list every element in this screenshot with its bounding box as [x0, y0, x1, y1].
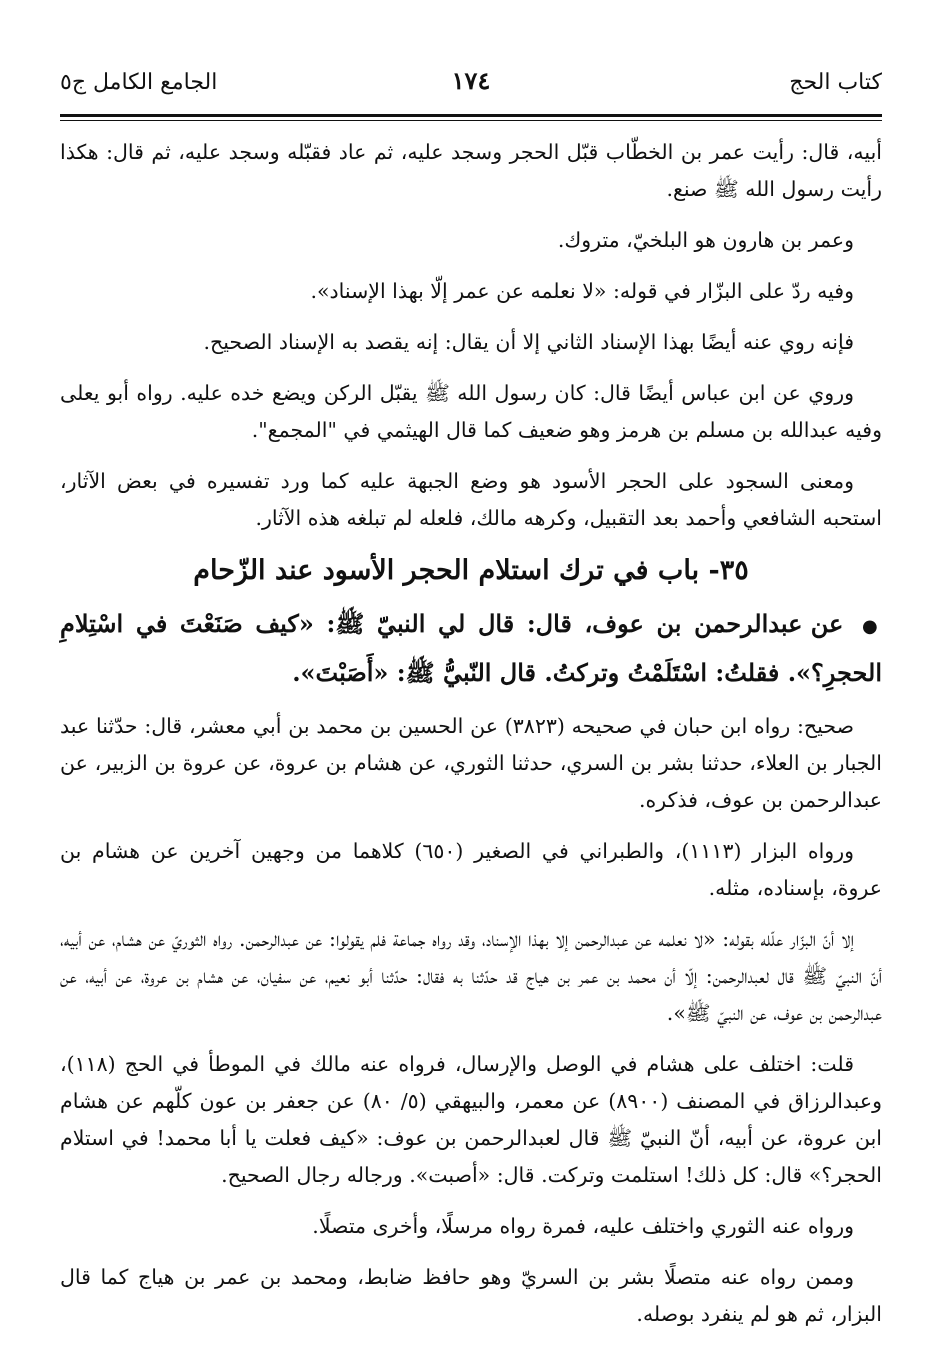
running-head [60, 66, 882, 106]
paragraph: صحيح: رواه ابن حبان في صحيحه (٣٨٢٣) عن الحسين بن محمد بن أبي معشر، قال: حدّثنا عبد الجبار بن العلاء، حدثنا بشر بن السري، حدثنا الثوري، عن هشام بن عروة، عن عروة بن الزبير، عن عبدالرحمن بن عوف، فذكره. [60, 714, 882, 812]
header-rule-thick [60, 114, 882, 117]
paragraph: قلت: اختلف على هشام في الوصل والإرسال، فرواه عنه مالك في الموطأ في الحج (١١٨)، وعبدالرزاق في المصنف (٨٩٠٠) عن معمر، والبيهقي (٥/ ٨٠) عن جعفر بن عون كلّهم عن هشام ابن عروة، عن أبيه، أنّ النبيّ ﷺ قال لعبدالرحمن بن عوف: «كيف فعلت يا أبا محمد! في استلام الحجر؟» قال: كل ذلك! استلمت وتركت. قال: «أصبت». ورجاله رجال الصحيح. [60, 1052, 882, 1187]
header-rule-thin [60, 120, 882, 121]
paragraph: وممن رواه عنه متصلًا بشر بن السريّ وهو حافظ ضابط، ومحمد بن عمر بن هياج كما قال البزار، ثم هو لم ينفرد بوصله. [60, 1265, 882, 1326]
volume-title: الجامع الكامل ج٥ [60, 70, 218, 95]
hadith-text [60, 601, 882, 696]
hadith-body: عن عبدالرحمن بن عوف، قال: قال لي النبيّ ﷺ: «كيف صَنَعْتَ في اسْتِلامِ الحجرِ؟». فقلتُ: اسْتَلَمْتُ وتركتُ. قال النّبيُّ ﷺ: «أَصَبْتَ». [60, 609, 882, 687]
paragraph: ومعنى السجود على الحجر الأسود هو وضع الجبهة عليه كما ورد تفسيره في بعض الآثار، استحبه الشافعي وأحمد بعد التقبيل، وكرهه مالك، فلعله لم تبلغه هذه الآثار. [60, 469, 882, 530]
paragraph: أبيه، قال: رأيت عمر بن الخطّاب قبّل الحجر وسجد عليه، ثم عاد فقبّله وسجد عليه، ثم قال: هكذا رأيت رسول الله ﷺ صنع. [60, 140, 882, 201]
page-number: ١٧٤ [451, 66, 491, 95]
bullet-icon: ● [862, 616, 883, 637]
paragraph: ورواه البزار (١١١٣)، والطبراني في الصغير (٦٥٠) كلاهما من وجهين آخرين عن هشام بن عروة، بإسناده، مثله. [60, 839, 882, 900]
page-body [60, 134, 882, 1347]
chapter-heading: ٣٥- باب في ترك استلام الحجر الأسود عند الزّحام [193, 555, 749, 586]
paragraph: وروي عن ابن عباس أيضًا قال: كان رسول الله ﷺ يقبّل الركن ويضع خده عليه. رواه أبو يعلى وفيه عبدالله بن مسلم بن هرمز وهو ضعيف كما قال الهيثمي في "المجمع". [60, 381, 882, 442]
paragraph: إلا أنّ البزّار علّله بقوله: «لا نعلمه عن عبدالرحمن إلا بهذا الإسناد، وقد رواه جماعة فلم يقولوا: عن عبدالرحمن. رواه الثوريّ عن هشام، عن أبيه، أنّ النبيّ ﷺ قال لعبدالرحمن: إلّا أن محمد بن عمر بن هياج قد حدّثنا به فقال: حدّثنا أبو نعيم، عن سفيان، عن هشام بن عروة، عن أبيه، عن عبدالرحمن بن عوف، عن النبيّ ﷺ». [60, 927, 882, 1025]
book-title: كتاب الحج [789, 70, 882, 95]
paragraph: وعمر بن هارون هو البلخيّ، متروك. [557, 228, 854, 252]
paragraph: وفيه ردّ على البزّار في قوله: «لا نعلمه عن عمر إلّا بهذا الإسناد». [310, 279, 854, 303]
paragraph: ورواه عنه الثوري واختلف عليه، فمرة رواه مرسلًا، وأخرى متصلًا. [312, 1214, 854, 1238]
paragraph: فإنه روي عنه أيضًا بهذا الإسناد الثاني إلا أن يقال: إنه يقصد به الإسناد الصحيح. [203, 330, 854, 354]
